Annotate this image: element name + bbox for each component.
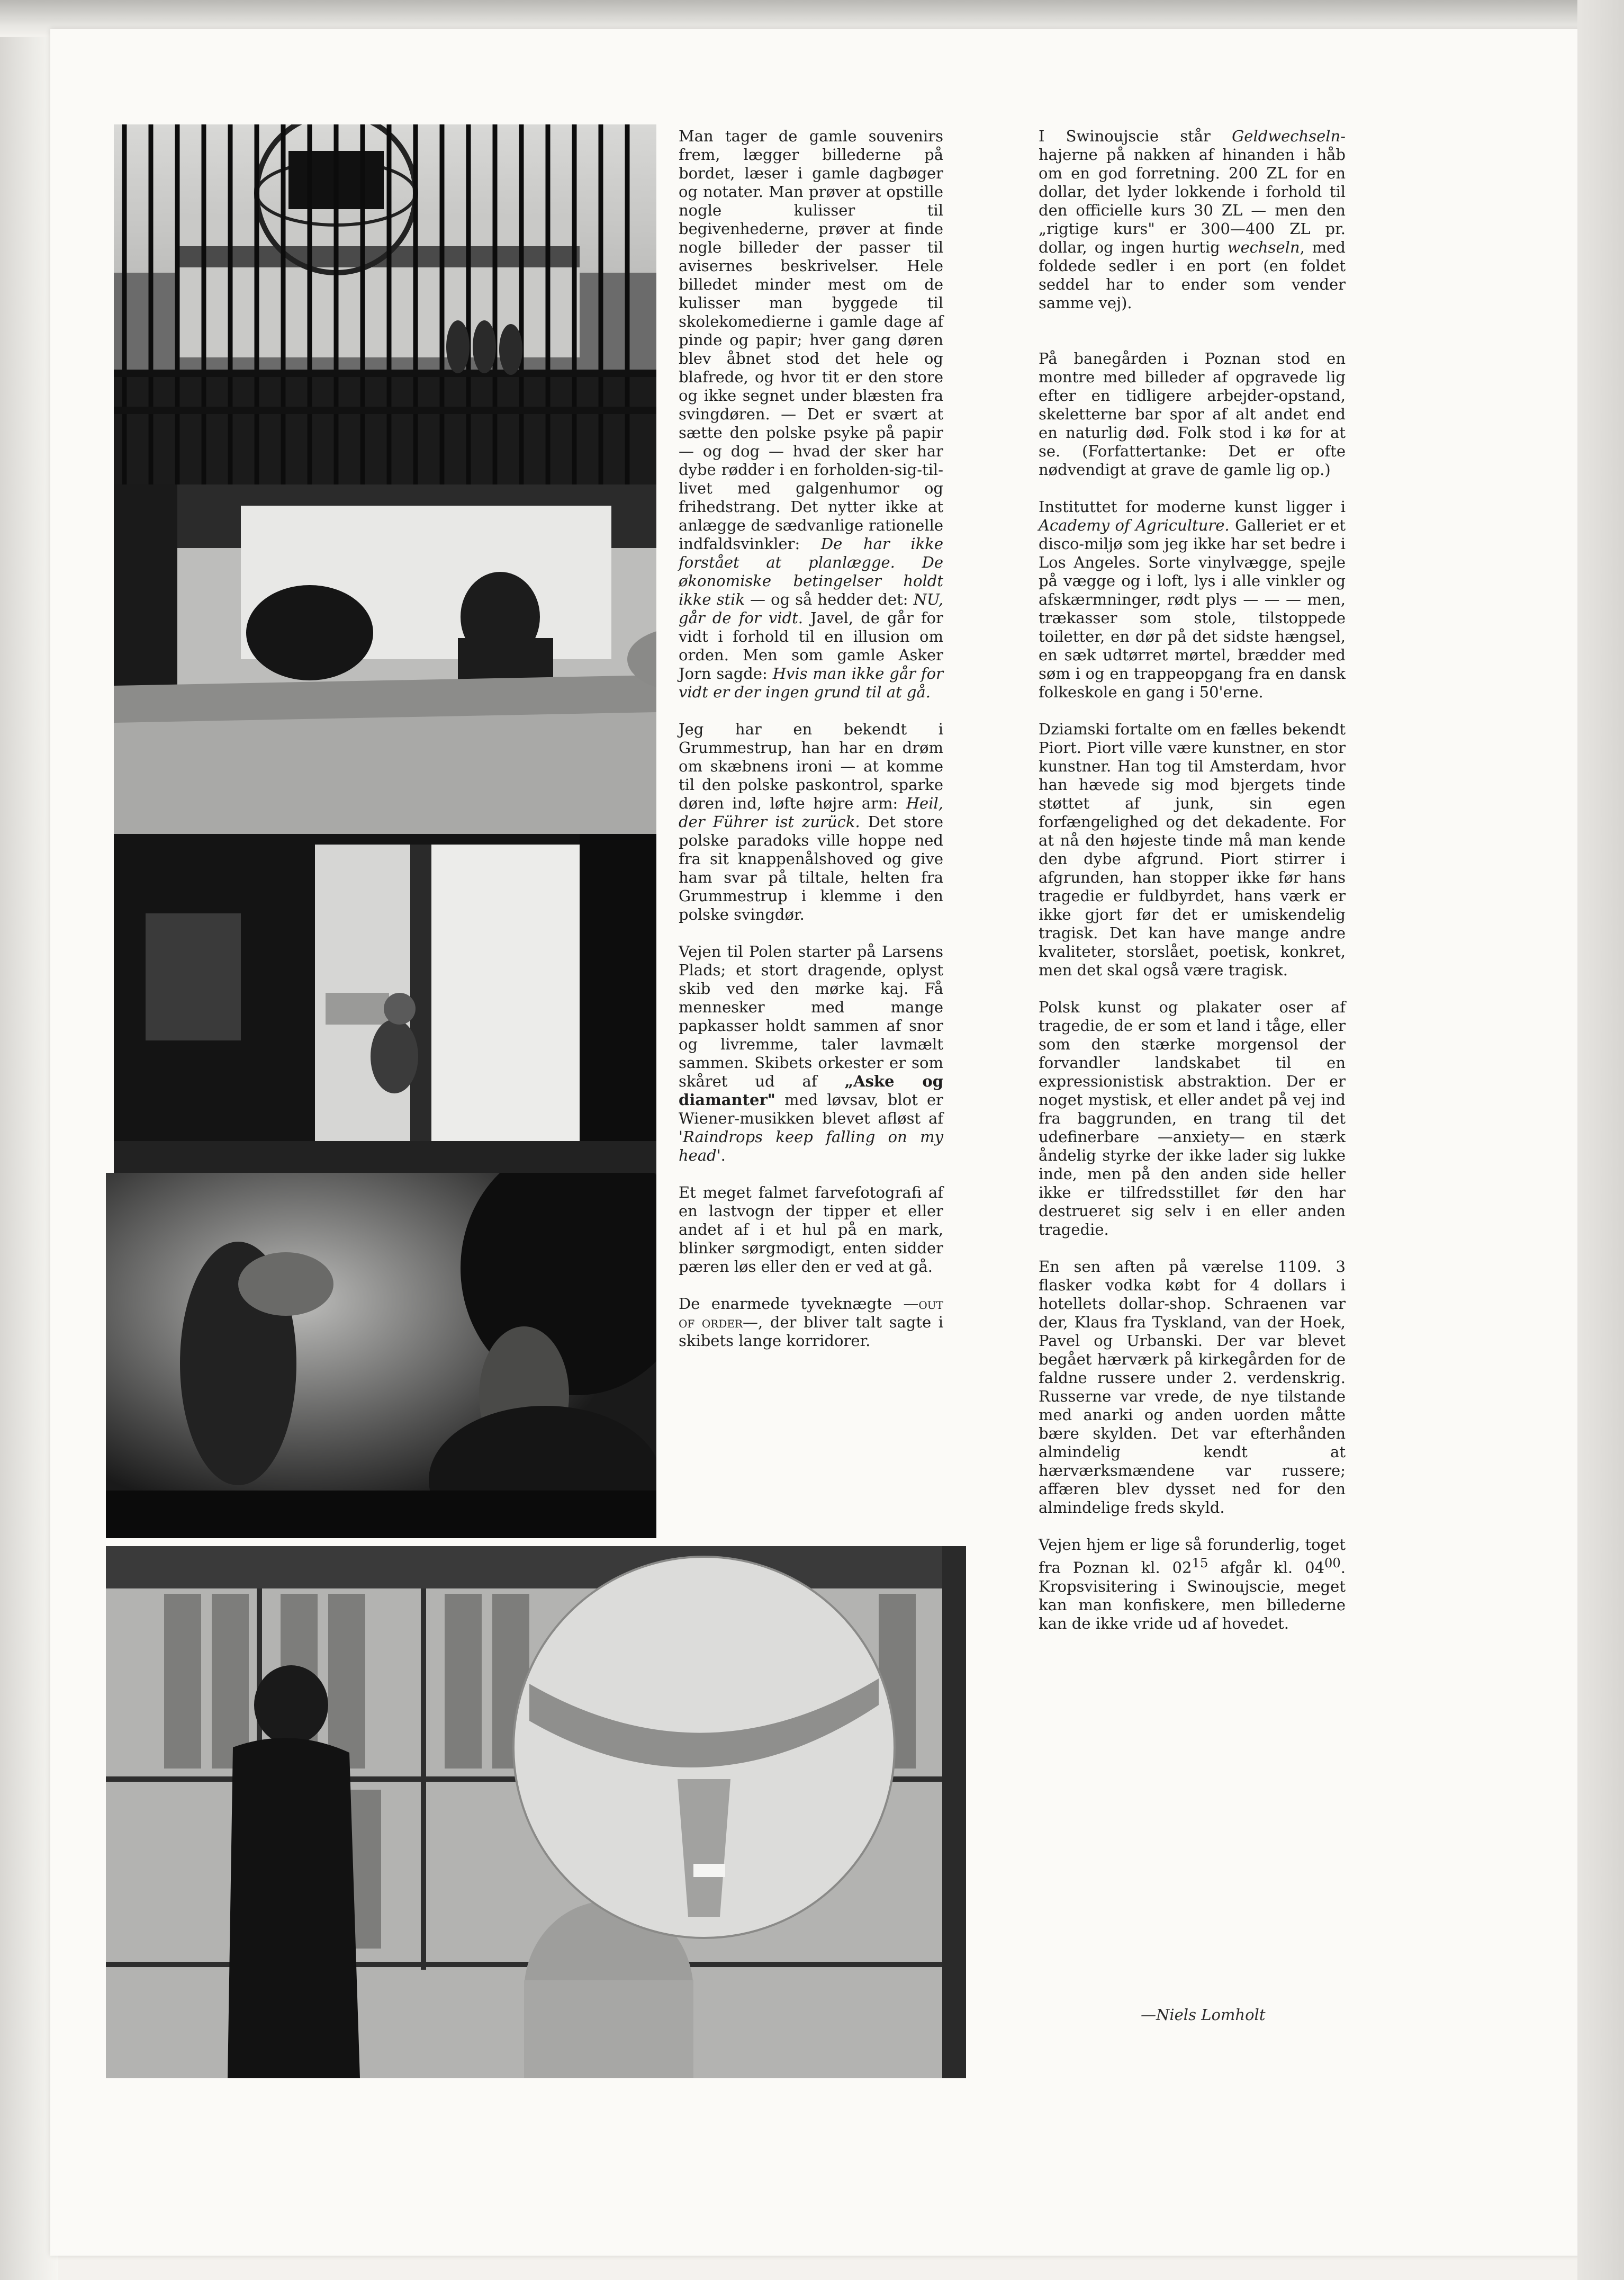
photo-tie-shop xyxy=(106,1546,966,2078)
paragraph: Instituttet for moderne kunst ligger i Academy of Agriculture. Galleriet er et disco-miljø som jeg ikke har set bedre i Los Angeles. Sorte vinylvægge, spejle på vægge og i loft, lys i alle vinkler og afskærmninger, rødt plys — — — men, trækasser som stole, tilstoppede toiletter, en dør på det sidste hængsel, en sæk udtørret mørtel, brædder med søm i og en trappeopgang fra en dansk folkeskole en gang i 50'erne. xyxy=(1039,498,1346,701)
photo-silhouettes-table xyxy=(114,484,656,834)
paragraph: De enarmede tyveknægte —out of order—, der bliver talt sagte i skibets lange korridorer. xyxy=(679,1295,943,1350)
paragraph: Dziamski fortalte om en fælles bekendt Piort. Piort ville være kunstner, en stor kunstner. Han tog til Amsterdam, hvor han hævede sig mod bjergets tinde støttet af junk, sin egen forfængelighed og det dekadente. For at nå den højeste tinde må man kende den dybe afgrund. Piort stirrer i afgrunden, han stopper ikke før hans tragedie er fuldbyrdet, hans værk er ikke gjort før det er umiskendelig tragisk. Det kan have mange andre kvaliteter, storslået, poetisk, konkret, men det skal også være tragisk. xyxy=(1039,720,1346,979)
paragraph: Man tager de gamle souvenirs frem, lægger billederne på bordet, læser i gamle dagbøger og notater. Man prøver at opstille nogle kulisser til begivenhederne, prøver at finde nogle billeder der passer til avisernes beskrivelser. Hele billedet minder mest om de kulisser man byggede til skolekomedierne i gamle dage af pinde og papir; hver gang døren blev åbnet stod det hele og blafrede, og hvor tit er den store og ikke segnet under blæsten fra svingdøren. — Det er svært at sætte den polske psyke på papir — og dog — hvad der sker har dybe rødder i en forholden-sig-til-livet med galgenhumor og frihedstrang. Det nytter ikke at anlægge de sædvanlige rationelle indfaldsvinkler: De har ikke forstået at planlægge. De økonomiske betingelser holdt ikke stik — og så hedder det: NU, går de for vidt. Javel, de går for vidt i forhold til en illusion om orden. Men som gamle Asker Jorn sagde: Hvis man ikke går for vidt er der ingen grund til at gå. xyxy=(679,127,943,701)
article-column-2 xyxy=(1039,127,1346,1651)
author-signature: —Niels Lomholt xyxy=(1141,2006,1266,2024)
paragraph: Jeg har en bekendt i Grummestrup, han har en drøm om skæbnens ironi — at komme til den polske paskontrol, sparke døren ind, løfte højre arm: Heil, der Führer ist zurück. Det store polske paradoks ville hoppe ned fra sit knappenålshoved og give ham svar på tiltale, helten fra Grummestrup i klemme i den polske svingdør. xyxy=(679,720,944,923)
photo-building-fence xyxy=(114,124,656,484)
paragraph: Et meget falmet farvefotografi af en lastvogn der tipper et eller andet af i et hul på en mark, blinker sørgmodigt, enten sidder pæren løs eller den er ved at gå. xyxy=(679,1183,943,1276)
paragraph: En sen aften på værelse 1109. 3 flasker vodka købt for 4 dollars i hotellets dollar-shop. Schraenen var der, Klaus fra Tyskland, van der Hoek, Pavel og Urbanski. Der var blevet begået hærværk på kirkegården for de faldne russere under 2. verdenskrig. Russerne var vrede, de nye tilstande med anarki og anden uorden måtte bære skylden. Det var efterhånden almindelig kendt at hærværksmændene var russere; affæren blev dysset ned for den almindelige freds skyld. xyxy=(1039,1258,1346,1516)
paragraph: Vejen til Polen starter på Larsens Plads; et stort dragende, oplyst skib ved den mørke kaj. Få mennesker med mange papkasser holdt sammen af snor og livremme, taler lavmælt sammen. Skibets orkester er som skåret ud af „Aske og diamanter" med løvsav, blot er Wiener-musikken blevet afløst af 'Raindrops keep falling on my head'. xyxy=(679,942,943,1164)
paragraph: På banegården i Poznan stod en montre med billeder af opgravede lig efter en tidligere arbejder-opstand, skeletterne bar spor af alt andet end en naturlig død. Folk stod i kø for at se. (Forfattertanke: Det er ofte nødvendigt at grave de gamle lig op.) xyxy=(1039,349,1346,479)
photo-interior-doorway xyxy=(114,834,656,1173)
paragraph: Vejen hjem er lige så forunderlig, toget fra Poznan kl. $02^{15}$ afgår kl. $04^{00}$. Kropsvisitering i Swinoujscie, meget kan man konfiskere, men billederne kan de ikke vride ud af hovedet. xyxy=(1039,1536,1346,1632)
photo-men-portrait xyxy=(106,1173,656,1538)
page-fold-edge xyxy=(1577,0,1624,2280)
paragraph: I Swinoujscie står Geldwechseln-hajerne på nakken af hinanden i håb om en god forretning. 200 ZL for en dollar, det lyder lokkende i forhold til den officielle kurs 30 ZL — men den „rigtige kurs" er 300—400 ZL pr. dollar, og ingen hurtig wechseln, med foldede sedler i en port (en foldet seddel har to ender som vender samme vej). xyxy=(1039,127,1346,312)
previous-page-edge xyxy=(0,0,58,2280)
paragraph: Polsk kunst og plakater oser af tragedie, de er som et land i tåge, eller som den stærke morgensol der forvandler landskabet til en expressionistisk abstraktion. Der er noget mystisk, et eller andet på vej ind fra baggrunden, en trang til det udefinerbare —anxiety— en stærk åndelig styrke der ikke lader sig lukke inde, men på den anden side heller ikke er tilfredsstillet før den har destrueret sig selv i en eller anden tragedie. xyxy=(1039,998,1346,1238)
article-column-1 xyxy=(679,127,943,1369)
